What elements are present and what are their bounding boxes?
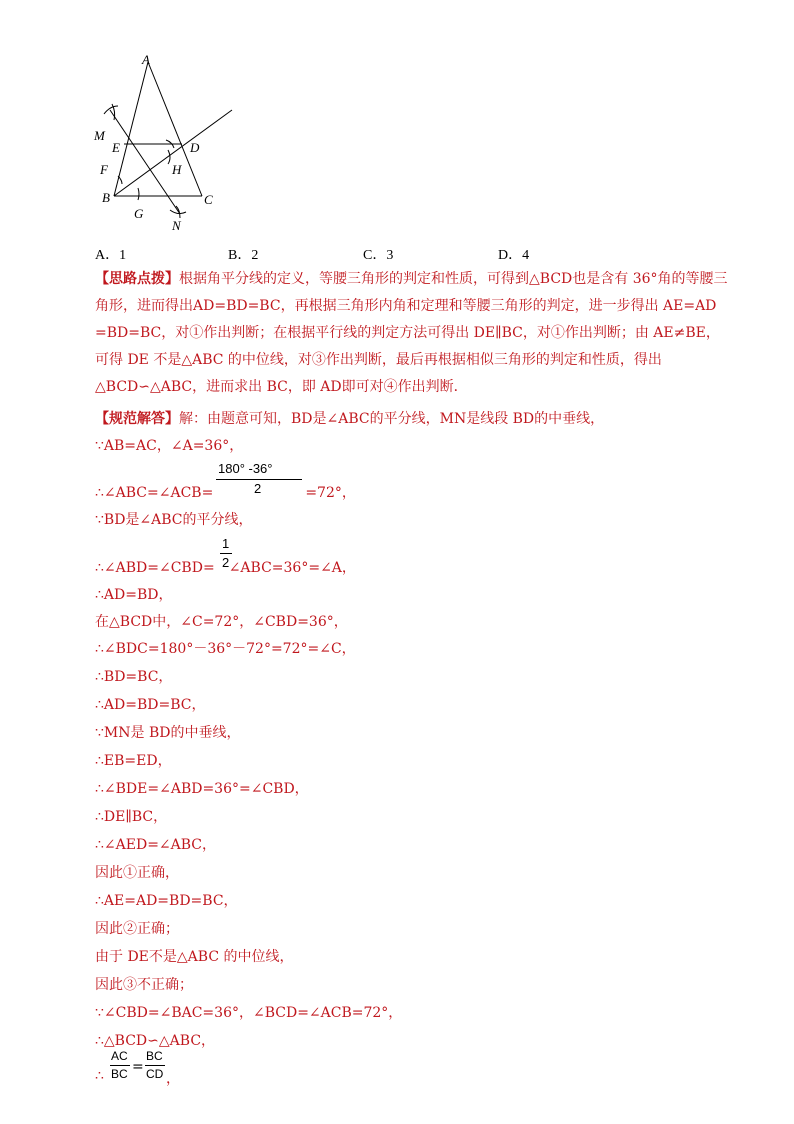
solution-line-11: ∴EB=ED， (95, 753, 172, 769)
fraction-numerator-4: BC (146, 1049, 163, 1063)
analysis-line-5: △BCD∽△ABC，进而求出 BC，即 AD即可对④作出判断． (95, 379, 468, 395)
fraction-bar-2 (220, 553, 232, 554)
geometry-figure (88, 48, 258, 238)
label-D: D (190, 140, 200, 155)
solution-line-18: 由于 DE不是△ABC 的中位线， (95, 949, 294, 965)
solution-line-12: ∴∠BDE=∠ABD=36°=∠CBD， (95, 781, 309, 797)
solution-line-6: 在△BCD中，∠C=72°，∠CBD=36°， (95, 614, 348, 630)
fraction-numerator-1: 180° -36° (218, 461, 273, 476)
analysis-line-3: =BD=BC，对①作出判断；在根据平行线的判定方法可得出 DE∥BC，对①作出判断；由 AE≠BE， (95, 325, 720, 341)
solution-line-14: ∴∠AED=∠ABC， (95, 837, 217, 853)
solution-line-15: 因此①正确， (95, 865, 179, 881)
option-d: D．4 (498, 248, 530, 263)
solution-line-19: 因此③不正确； (95, 977, 193, 993)
solution-line-22: ∴ (95, 1068, 104, 1084)
label-B: B (102, 190, 110, 205)
label-N: N (172, 218, 181, 233)
analysis-line-1: 【思路点拨】根据角平分线的定义，等腰三角形的判定和性质，可得到△BCD也是含有 36°角的等腰三 (95, 271, 728, 287)
analysis-line-4: 可得 DE 不是△ABC 的中位线，对③作出判断，最后再根据相似三角形的判定和性质，得出 (95, 352, 662, 368)
label-C: C (204, 192, 213, 207)
label-H: H (172, 162, 182, 177)
label-M: M (94, 128, 105, 143)
solution-line-7: ∴∠BDC=180°－36°－72°=72°=∠C， (95, 641, 356, 657)
solution-tag: 【规范解答】 (95, 411, 179, 427)
solution-line-16: ∴AE=AD=BD=BC， (95, 893, 238, 909)
label-F: F (100, 162, 108, 177)
solution-line-17: 因此②正确； (95, 921, 179, 937)
solution-line-2: ∴∠ABC=∠ACB= =72°， (95, 485, 356, 501)
option-c: C．3 (363, 248, 394, 263)
solution-line-9: ∴AD=BD=BC， (95, 697, 206, 713)
fraction-denominator-1: 2 (254, 481, 262, 496)
solution-line-13: ∴DE∥BC， (95, 809, 168, 825)
label-A: A (142, 52, 150, 67)
fraction-denominator-2: 2 (222, 555, 230, 570)
analysis-line-2: 角形，进而得出AD=BD=BC，再根据三角形内角和定理和等腰三角形的判定，进一步得出 AE=AD (95, 298, 717, 314)
solution-line-22-end: ， (166, 1071, 180, 1087)
solution-line-5: ∴AD=BD， (95, 587, 173, 603)
option-b: B．2 (228, 248, 259, 263)
solution-line-20: ∵∠CBD=∠BAC=36°，∠BCD=∠ACB=72°， (95, 1005, 403, 1021)
fraction-denominator-4: CD (146, 1067, 164, 1081)
fraction-bar-1 (216, 479, 302, 480)
fraction-equals: = (132, 1059, 144, 1075)
solution-line-8: ∴BD=BC， (95, 669, 173, 685)
fraction-bar-4 (145, 1065, 165, 1066)
fraction-numerator-3: AC (111, 1049, 128, 1063)
solution-line-10: ∵MN是 BD的中垂线， (95, 725, 241, 741)
solution-line-1: ∵AB=AC，∠A=36°， (95, 438, 244, 454)
fraction-bar-3 (110, 1065, 130, 1066)
solution-line-4: ∴∠ABD=∠CBD= ∠ABC=36°=∠A， (95, 560, 356, 576)
label-E: E (112, 140, 120, 155)
fraction-numerator-2: 1 (222, 536, 230, 551)
option-a: A．1 (95, 248, 127, 263)
solution-line-3: ∵BD是∠ABC的平分线， (95, 512, 253, 528)
solution-line-21: ∴△BCD∽△ABC， (95, 1033, 216, 1049)
solution-intro: 【规范解答】解：由题意可知，BD是∠ABC的平分线，MN是线段 BD的中垂线， (95, 411, 605, 427)
label-G: G (134, 206, 144, 221)
analysis-tag: 【思路点拨】 (95, 271, 179, 287)
fraction-denominator-3: BC (111, 1067, 128, 1081)
